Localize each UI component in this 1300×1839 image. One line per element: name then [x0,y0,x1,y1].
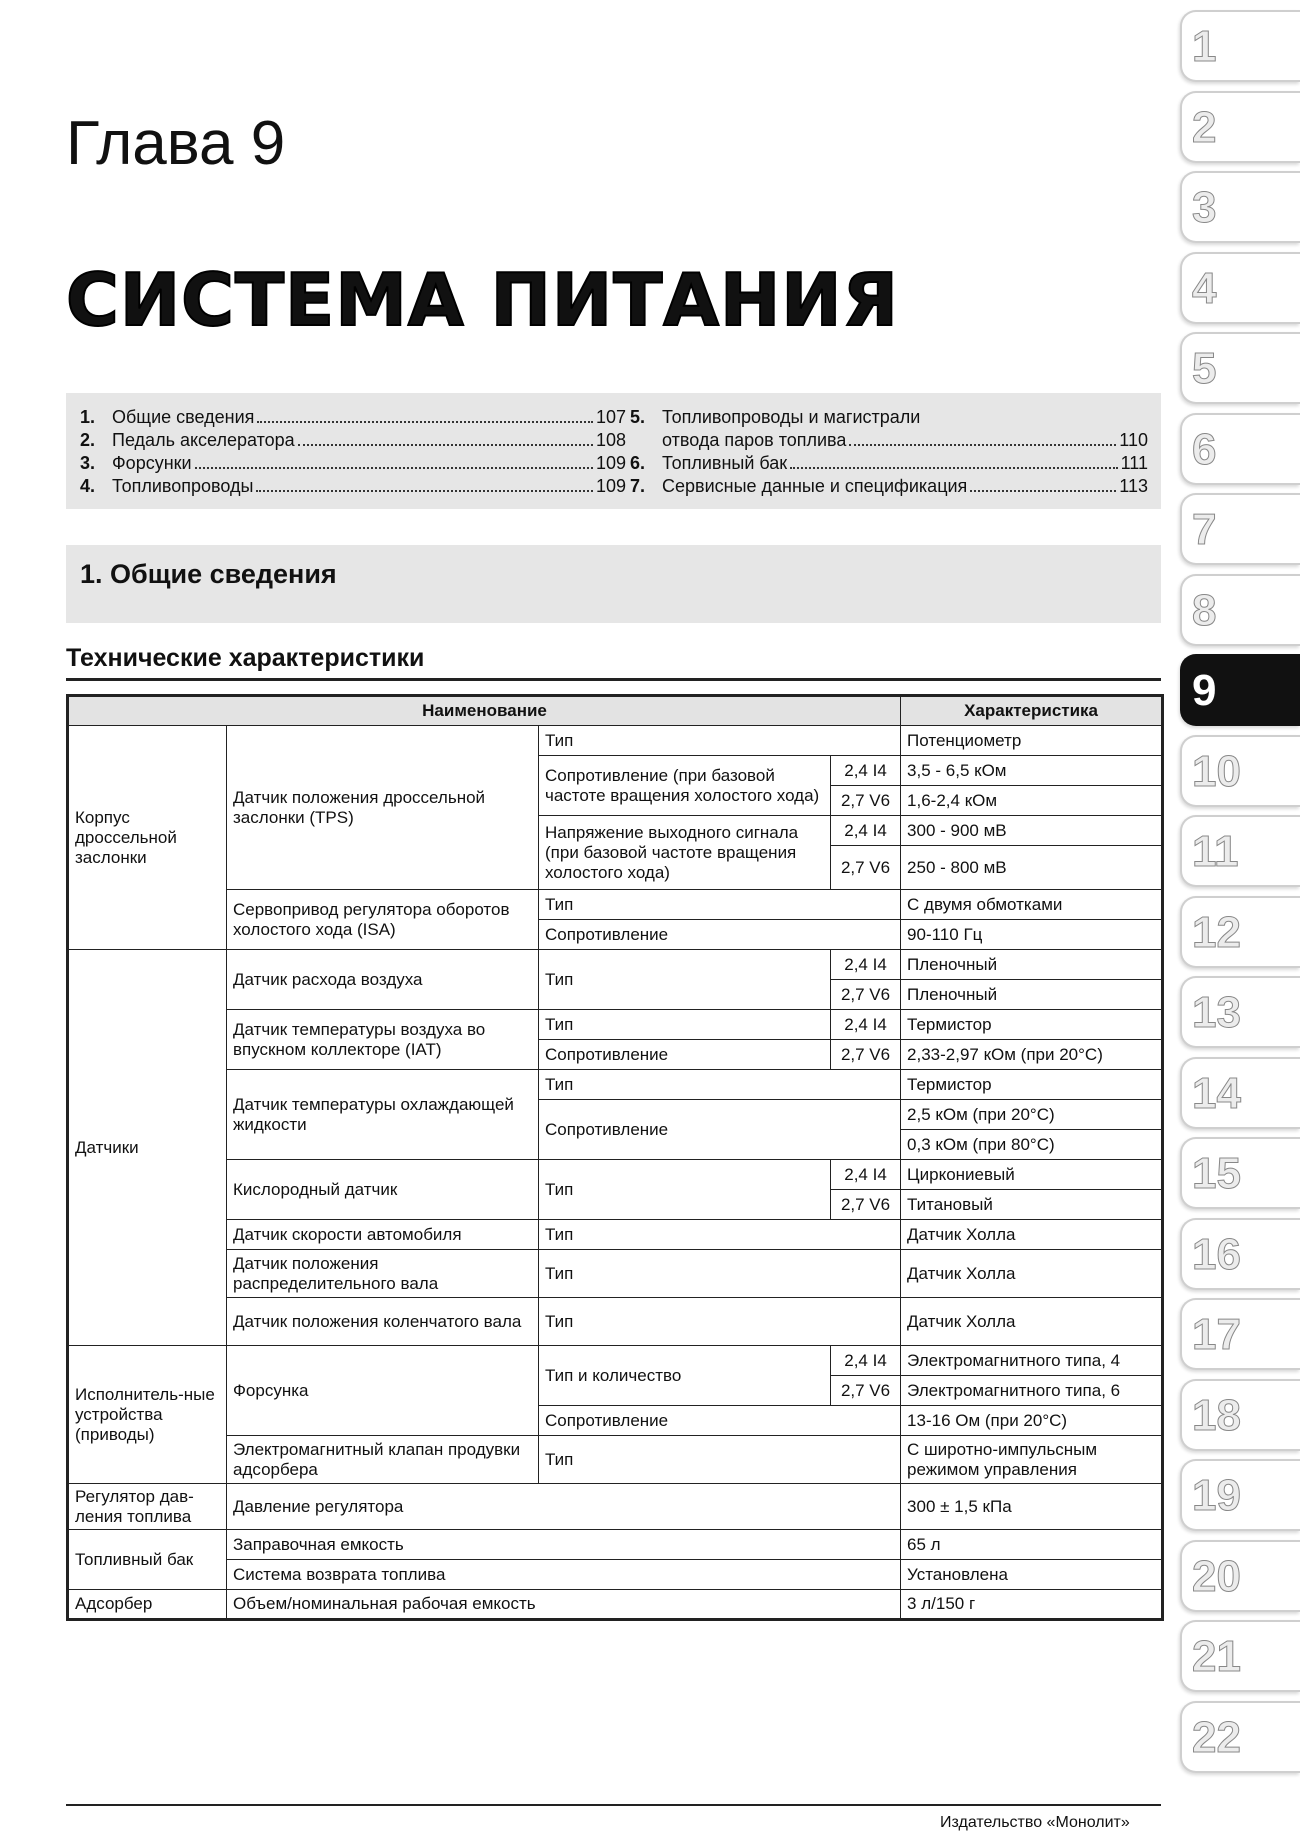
chapter-tab-17[interactable] [1180,1298,1300,1370]
chapter-tab-label: 1 [1192,22,1217,71]
chapter-tab-label: 16 [1192,1229,1241,1279]
chapter-tab-12[interactable] [1180,896,1300,968]
engine-cell: 2,7 V6 [831,1190,901,1220]
group-fuel-tank: Топливный бак [68,1530,227,1590]
value-cell: Титановый [901,1190,1163,1220]
toc-page: 108 [595,430,626,450]
chapter-tab-3[interactable] [1180,171,1300,243]
engine-cell: 2,7 V6 [831,980,901,1010]
param-purge-valve: Электромагнитный клапан продувки адсорбера [227,1436,539,1484]
value-cell: Циркониевый [901,1160,1163,1190]
subparam-type: Тип [539,1010,831,1040]
engine-cell: 2,4 I4 [831,816,901,846]
chapter-title: СИСТЕМА ПИТАНИЯ [66,258,899,342]
value-cell: 300 ± 1,5 кПа [901,1484,1163,1530]
toc-title: Сервисные данные и спецификация [662,476,968,496]
group-adsorber: Адсорбер [68,1590,227,1620]
toc-entry[interactable] [630,428,1148,451]
param-tank-capacity: Заправочная емкость [227,1530,901,1560]
chapter-tab-label: 4 [1192,263,1217,313]
chapter-tab-4[interactable] [1180,252,1300,324]
chapter-tab-label: 12 [1192,907,1241,957]
value-cell: 3 л/150 г [901,1590,1163,1620]
toc-num: 2. [80,430,96,450]
chapter-tab-label: 21 [1192,1632,1241,1681]
toc-title: отвода паров топлива [662,430,847,450]
toc-page: 109 [595,453,626,473]
toc-title: Топливопроводы и магистрали [662,407,921,427]
param-iat: Датчик температуры воздуха во впускном коллекторе (IAT) [227,1010,539,1070]
subparam-type: Тип [539,1220,901,1250]
subparam-resistance: Сопротивление [539,1406,901,1436]
chapter-tab-13[interactable] [1180,976,1300,1048]
value-cell: Датчик Холла [901,1250,1163,1298]
toc-num: 1. [80,407,96,427]
chapter-tab-15[interactable] [1180,1137,1300,1209]
value-cell: 13-16 Ом (при 20°С) [901,1406,1163,1436]
toc-title: Топливопроводы [112,476,254,496]
engine-cell: 2,7 V6 [831,1376,901,1406]
subparam-type: Тип [539,950,831,1010]
group-actuators: Исполнитель-ные устройства (приводы) [68,1346,227,1484]
subparam-type: Тип [539,1436,901,1484]
toc-entry[interactable] [80,451,626,474]
param-tps: Датчик положения дроссельной заслонки (TPS) [227,726,539,890]
chapter-tab-8[interactable] [1180,574,1300,646]
chapter-tab-14[interactable] [1180,1057,1300,1129]
engine-cell: 2,4 I4 [831,950,901,980]
param-cmp: Датчик положения распределительного вала [227,1250,539,1298]
chapter-tab-label: 20 [1192,1551,1241,1601]
chapter-tab-18[interactable] [1180,1379,1300,1451]
header-name: Наименование [68,696,901,726]
toc-title: Топливный бак [662,453,788,473]
toc-title: Общие сведения [112,407,255,427]
chapter-tab-label: 13 [1192,988,1241,1037]
subparam-type: Тип [539,890,901,920]
chapter-tab-22[interactable] [1180,1701,1300,1773]
header-value: Характеристика [901,696,1163,726]
value-cell: Установлена [901,1560,1163,1590]
subparam-type: Тип [539,726,901,756]
chapter-tab-19[interactable] [1180,1459,1300,1531]
value-cell: С двумя обмотками [901,890,1163,920]
subparam-resistance: Сопротивление [539,1100,901,1160]
footer-publisher: Издательство «Монолит» [940,1814,1130,1831]
chapter-tab-label: 7 [1192,505,1217,554]
chapter-tab-label: 5 [1192,344,1217,393]
engine-cell: 2,4 I4 [831,1010,901,1040]
value-cell: С широтно-импульсным режимом управления [901,1436,1163,1484]
param-ect: Датчик температуры охлаждающей жидкости [227,1070,539,1160]
toc-page: 107 [595,407,626,427]
section-heading: 1. Общие сведения [80,559,337,589]
value-cell: 90-110 Гц [901,920,1163,950]
value-cell: 2,5 кОм (при 20°С) [901,1100,1163,1130]
param-o2: Кислородный датчик [227,1160,539,1220]
chapter-tab-label: 11 [1192,827,1239,876]
chapter-tab-label: 22 [1192,1712,1241,1762]
value-cell: Датчик Холла [901,1298,1163,1346]
param-adsorber-capacity: Объем/номинальная рабочая емкость [227,1590,901,1620]
chapter-tab-20[interactable] [1180,1540,1300,1612]
chapter-tab-label: 10 [1192,746,1241,796]
group-regulator: Регулятор дав-ления топлива [68,1484,227,1530]
toc-title: Форсунки [112,453,192,473]
toc-entry[interactable] [80,405,626,428]
engine-cell: 2,7 V6 [831,1040,901,1070]
chapter-tab-1[interactable] [1180,10,1300,82]
toc-page: 110 [1119,430,1148,450]
chapter-tab-7[interactable] [1180,493,1300,565]
chapter-tab-10[interactable] [1180,735,1300,807]
chapter-tab-label: 15 [1192,1149,1241,1198]
subparam-resistance: Сопротивление [539,1040,831,1070]
chapter-tab-label: 6 [1192,424,1217,474]
engine-cell: 2,4 I4 [831,756,901,786]
footer-rule [66,1804,1161,1806]
value-cell: Электромагнитного типа, 4 [901,1346,1163,1376]
param-vss: Датчик скорости автомобиля [227,1220,539,1250]
value-cell: Термистор [901,1010,1163,1040]
engine-cell: 2,7 V6 [831,786,901,816]
chapter-tab-2[interactable] [1180,91,1300,163]
chapter-tab-label: 2 [1192,102,1217,152]
param-isa: Сервопривод регулятора оборотов холостого хода (ISA) [227,890,539,950]
subparam-type: Тип [539,1070,901,1100]
toc-entry[interactable] [80,474,626,497]
toc-entry[interactable] [630,451,1148,474]
value-cell: Термистор [901,1070,1163,1100]
toc-entry[interactable] [80,428,626,451]
subheading-rule [66,678,1161,681]
toc-entry[interactable] [630,405,1148,428]
value-cell: 2,33-2,97 кОм (при 20°С) [901,1040,1163,1070]
chapter-tab-label: 17 [1192,1310,1241,1359]
value-cell: Электромагнитного типа, 6 [901,1376,1163,1406]
chapter-tab-label: 18 [1192,1390,1241,1440]
toc-right-column [630,405,1148,497]
chapter-tab-5[interactable] [1180,332,1300,404]
group-sensors: Датчики [68,950,227,1346]
table-of-contents [66,393,1161,509]
value-cell: 0,3 кОм (при 80°С) [901,1130,1163,1160]
param-maf: Датчик расхода воздуха [227,950,539,1010]
subparam-output-voltage: Напряжение выходного сигнала (при базовой частоте вращения холостого хода) [539,816,831,890]
chapter-label: Глава 9 [66,109,286,178]
value-cell: Датчик Холла [901,1220,1163,1250]
chapter-tab-label: 3 [1192,183,1217,232]
engine-cell: 2,7 V6 [831,846,901,890]
value-cell: 250 - 800 мВ [901,846,1163,890]
value-cell: 300 - 900 мВ [901,816,1163,846]
value-cell: Потенциометр [901,726,1163,756]
value-cell: Пленочный [901,980,1163,1010]
toc-left-column [80,405,626,497]
param-fuel-return: Система возврата топлива [227,1560,901,1590]
section-band [66,545,1161,623]
chapter-tab-6[interactable] [1180,413,1300,485]
value-cell: Пленочный [901,950,1163,980]
toc-page: 113 [1119,476,1148,496]
chapter-tabs [1180,0,1300,1839]
engine-cell: 2,4 I4 [831,1160,901,1190]
chapter-tab-16[interactable] [1180,1218,1300,1290]
toc-page: 109 [595,476,626,496]
subparam-type: Тип [539,1250,901,1298]
chapter-tab-label: 19 [1192,1471,1241,1520]
toc-num: 6. [630,453,646,473]
subparam-type: Тип [539,1160,831,1220]
subparam-type: Тип [539,1298,901,1346]
value-cell: 65 л [901,1530,1163,1560]
engine-cell: 2,4 I4 [831,1346,901,1376]
toc-num: 5. [630,407,646,427]
toc-num: 7. [630,476,646,496]
toc-title: Педаль акселератора [112,430,295,450]
param-ckp: Датчик положения коленчатого вала [227,1298,539,1346]
subparam-resistance: Сопротивление (при базовой частоте вращения холостого хода) [539,756,831,816]
spec-table [66,694,1164,1621]
toc-num: 3. [80,453,96,473]
param-injector: Форсунка [227,1346,539,1436]
chapter-tab-label: 14 [1192,1068,1241,1118]
param-regulator-pressure: Давление регулятора [227,1484,901,1530]
chapter-tab-9[interactable] [1180,654,1300,726]
subparam-resistance: Сопротивление [539,920,901,950]
chapter-tab-label: 9 [1192,666,1217,715]
chapter-tab-label: 8 [1192,585,1217,635]
value-cell: 1,6-2,4 кОм [901,786,1163,816]
toc-num: 4. [80,476,96,496]
subheading: Технические характеристики [66,644,425,672]
group-throttle: Корпус дроссельной заслонки [68,726,227,950]
value-cell: 3,5 - 6,5 кОм [901,756,1163,786]
toc-entry[interactable] [630,474,1148,497]
subparam-type-qty: Тип и количество [539,1346,831,1406]
toc-page: 111 [1120,453,1148,473]
chapter-tab-11[interactable] [1180,815,1300,887]
chapter-tab-21[interactable] [1180,1620,1300,1692]
